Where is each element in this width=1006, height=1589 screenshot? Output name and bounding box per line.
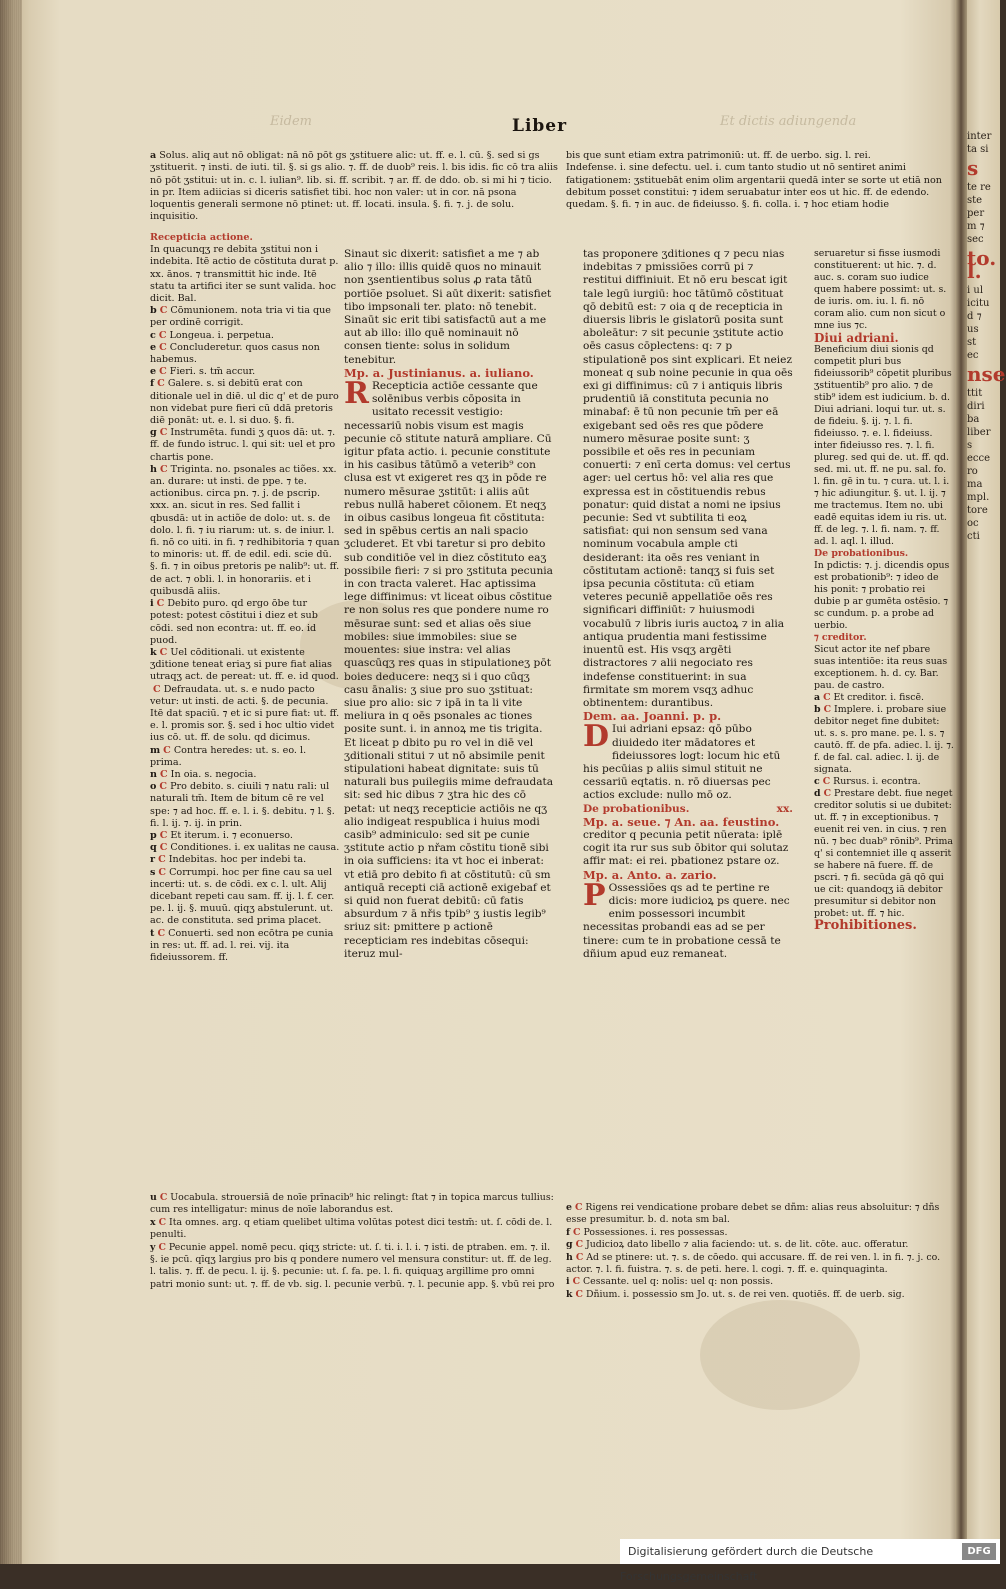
gloss-marker: b xyxy=(150,305,157,317)
paragraph-mark: C xyxy=(153,683,161,695)
gloss-entry xyxy=(814,704,954,776)
gloss-bottom-left-list xyxy=(150,1192,560,1291)
gloss-entry xyxy=(814,776,954,788)
gloss-marker: q xyxy=(150,842,157,854)
gloss-marker: h xyxy=(566,1251,573,1263)
gloss-marker: f xyxy=(566,1226,571,1238)
column-2 xyxy=(344,248,556,1158)
gloss-marker: k xyxy=(566,1288,573,1300)
gloss-entry xyxy=(150,745,340,769)
paragraph-mark: C xyxy=(159,646,168,658)
gloss-marker: e xyxy=(566,1202,572,1213)
right-page-line: i ul xyxy=(967,285,984,296)
column-2-top: Sinaut sic dixerit: satisfiet a me ⁊ ab alio ⁊ illo: illis quidē quos no minauit non ʒsentientibus solus ꝓ rata tātū portiõe psoluet. Si aūt dixerit: satisfiet tibo impsonali ter. plato: nō tenebit. Sinaūt sic erit tibi satisfactū aut a me aut ab illo: illo quē nominauit nō consen tiente: solus in solidum tenebitur. xyxy=(344,248,552,366)
right-page-line: te re xyxy=(967,182,991,193)
paragraph-mark: C xyxy=(159,829,168,841)
gloss-entry xyxy=(150,1217,560,1242)
right-page-line: s xyxy=(967,440,973,451)
gloss-entry xyxy=(150,781,340,830)
gloss-marker: y xyxy=(150,1241,156,1253)
column-3-rubric-line: De probationibus. xx. xyxy=(583,802,793,815)
gloss-entry xyxy=(150,1242,560,1292)
gloss-marker: s xyxy=(150,866,156,878)
paragraph-mark: C xyxy=(575,1239,584,1251)
gloss-entry xyxy=(150,684,340,745)
gloss-text: Uocabula. strouersiā de noīe prīnacib⁹ hic relingt: ſtat ⁊ in topica marcus tullius: cum res intelligatur: minus de noīe laborandus est. xyxy=(150,1192,554,1216)
initial-d: D xyxy=(583,719,610,755)
gloss-text: In oia. s. negocia. xyxy=(167,768,257,780)
gloss-text: Defraudata. ut. s. e nudo pacto vetur: ut insti. de acti. §. de pecunia. Itē dat spaciū. ⁊ et ic si pure fiat: ut. ff. e. l. promis sor. §. sed i hoc ultio videt ius cō. ut. ff. de solu. qd dicimus. xyxy=(150,683,340,744)
gloss-entry xyxy=(150,342,340,366)
right-page-line: ec xyxy=(967,350,979,361)
gloss-text: Judicioꝝ dato libello ⁊ alia faciendo: ut. s. de lit. cōte. auc. offeratur. xyxy=(583,1239,909,1251)
right-page-line: ttit xyxy=(967,388,983,399)
gloss-marker: a xyxy=(814,692,821,703)
paragraph-mark: C xyxy=(158,1216,167,1228)
gloss-top-left xyxy=(150,150,560,224)
gloss-entry xyxy=(150,305,340,329)
paragraph-mark: C xyxy=(159,427,168,439)
right-page-line: cti xyxy=(967,531,980,542)
right-page-line: oc xyxy=(967,518,979,529)
gloss-entry xyxy=(150,1192,560,1217)
paragraph-mark: C xyxy=(574,1202,583,1213)
gloss-text: Rursus. i. econtra. xyxy=(830,776,921,787)
column-4-glosses xyxy=(814,692,954,920)
right-page-line: inter xyxy=(967,131,992,142)
gloss-entry xyxy=(150,464,340,598)
column-1-summary: In quacunqʒ re debita ʒstitui non i indebita. Itē actio de cōstituta durat p. xx. ānos. ⁊ transmittit hic inde. Itē statu ta artifici iter se sunt valida. hoc dicit. Bal. xyxy=(150,244,339,305)
gloss-marker: h xyxy=(150,463,157,475)
gloss-marker: b xyxy=(814,704,821,715)
column-3-body: tas proponere ʒditiones q ⁊ pecu nias indebitas ⁊ pmissiões corrū pi ⁊ restitui diffiniuit. Et nō eru bescat igit tale legū iurgiū: hoc tātūmō cōstituat qō debitū est: ⁊ oia q de recepticia in diuersis libris le gislatorū posita sunt aboleātur: ⁊ sit pecunie ʒstitute actio oēs casus cōplectens: q: ⁊ p stipulationē pos sint explicari. Et neiez moneat q sub noine pecunie in qua oēs exi gi diffinimus: cū ⁊ i antiquis libris prudentiū iā constituta pecunia no minabaf: ē tū non pecunie tm̄ per eā exigebant sed oēs res que pōdere numero mēsurae posite sunt: ʒ possibile et oēs res in pecuniam conuerti: ⁊ enī certa domus: vel certus ager: uel certus hō: vel alia res que expressa est in cōstituendis rebus ponatur: quid distat a nomi ne ipsius pecunie: Sed vt subtilita ti eoꝝ satisfiat: qui non sensum sed vana nominum vocabula ample cti desiderant: ita oēs res veniant in cōstitutam actionē: tanqʒ si fuis set ipsa pecunia cōstituta: cū etiam veteres pecuniē appellatiōe oēs res significari diffiniūt: ⁊ huiusmodi vocabulū ⁊ libris iuris auctoꝝ ⁊ in alia antiqua prudentia mani festissime inuentū est. His vsqʒ argēti distractores ⁊ alii negociato res indefense constituerint: in sua firmitate sm morem vsqʒ adhuc obtinentem: durantibus. xyxy=(583,248,793,709)
gloss-marker: x xyxy=(150,1216,156,1228)
gloss-marker: n xyxy=(150,768,157,780)
right-page-line: icitu xyxy=(967,298,990,309)
gloss-marker: i xyxy=(566,1276,570,1288)
column-1 xyxy=(150,232,340,1162)
gloss-text: Uel cōditionali. ut existente ʒditione teneat eriaʒ si pure fiat alias utraqʒ act. de pereat: ut. ff. e. id quod. xyxy=(150,646,339,683)
paragraph-mark: C xyxy=(823,692,831,703)
gloss-text: Corrumpi. hoc per fine cau sa uel incerti: ut. s. de cōdi. ex c. l. ult. Alij dicebant repeti cau sam. ff. ij. l. f. cer. pe. l. ij. §. muuū. qiqʒ abstulerunt. ut. ac. de constituta. sed prima placet. xyxy=(150,866,335,927)
gloss-text: Ad se ptinere: ut. ⁊. s. de cōedo. qui accusare. ff. de rei ven. l. in fi. ⁊. j. co. actor. ⁊. l. fi. fuistra. ⁊. s. de peti. here. l. cogi. ⁊. ff. e. quinquaginta. xyxy=(566,1251,941,1276)
right-page-line: ta si xyxy=(967,144,989,155)
footer-text: Digitalisierung gefördert durch die Deutsche Forschungsgemeinschaft xyxy=(620,1545,874,1583)
gloss-entry xyxy=(150,366,340,378)
book-gutter xyxy=(955,0,967,1564)
column-3-top-gloss: Indefense. i. sine defectu. uel. i. cum tanto studio ut nō sentiret animi fatigationem: ʒstituebāt enim olim argentarii quedā inter se sorte ut etiā non debitum posset constitui: ⁊ idem seruabatur inter eos ut hic. ff. de edendo. quedam. §. fi. ⁊ in auc. de fideiusso. §. fi. colla. i. ⁊ hoc etiam hodie xyxy=(566,162,942,211)
gloss-marker: g xyxy=(566,1239,573,1251)
gloss-text: Conditiones. i. ex ualitas ne causa. xyxy=(167,842,340,854)
gloss-text: Rigens rei vendicatione probare debet se dñm: alias reus absoluitur: ⁊ dñs esse presumitur. b. d. nota sm bal. xyxy=(566,1202,940,1226)
gloss-text: Instrumēta. fundi ʒ quos dā: ut. ⁊. ff. de fundo istruc. l. qui sit: uel et pro chartis pone. xyxy=(150,427,336,463)
initial-r: R xyxy=(344,376,369,412)
column-3-heading-3: Mp. a. Anto. a. zario. xyxy=(583,867,717,882)
gloss-text: Contra heredes: ut. s. eo. l. prima. xyxy=(150,744,307,768)
column-3-body-4: P Ossessiões qs ad te pertine re dicis: more iudicioꝝ ps quere. nec enim possessori incumbit necessitas probandi eas ad se per tinere: cum te in probatione cessā te dñium apud euz remaneat. xyxy=(583,877,790,960)
paragraph-mark: C xyxy=(158,866,167,878)
gloss-marker: r xyxy=(150,854,156,866)
paragraph-mark: C xyxy=(158,854,166,866)
gloss-entry xyxy=(566,1202,951,1227)
right-page-line: ro xyxy=(967,466,978,477)
gloss-marker: c xyxy=(814,776,820,787)
gloss-bottom-right-list xyxy=(566,1202,951,1301)
initial-p: P xyxy=(583,877,606,913)
gloss-entry xyxy=(150,928,340,965)
paragraph-mark: C xyxy=(575,1251,584,1263)
paragraph-mark: C xyxy=(823,704,832,715)
gloss-entry xyxy=(150,598,340,647)
column-3 xyxy=(583,248,793,1163)
gloss-marker: g xyxy=(150,427,157,439)
gloss-entry xyxy=(566,1227,951,1239)
paragraph-mark: C xyxy=(159,768,168,780)
paragraph-mark: C xyxy=(572,1276,581,1288)
gloss-marker: e xyxy=(150,341,157,353)
gloss-marker: d xyxy=(814,788,821,799)
right-page-line: ste xyxy=(967,195,983,206)
column-1-rubric: Recepticia actione. xyxy=(150,232,253,243)
paragraph-mark: C xyxy=(157,927,166,939)
gloss-text: Longeua. i. perpetua. xyxy=(166,329,274,341)
gloss-marker: f xyxy=(150,378,155,390)
gloss-entry xyxy=(566,1252,951,1277)
right-page-line: to. l. xyxy=(967,246,997,283)
gloss-text: Conuerti. sed non ecōtra pe cunia in res: ut. ff. ad. l. rei. vij. ita fideiussorem. ff. xyxy=(150,927,334,963)
gloss-entry xyxy=(150,427,340,464)
right-page-lines xyxy=(967,130,1006,543)
column-4-gloss-2: Diui adriani. loqui tur. ut. s. de fideiu. §. ij. ⁊. l. fi. fideiusso. ⁊. e. l. fideiuss. inter fideiusso res. ⁊. l. fi. plureg. sed qui de. ut. ff. qd. sed. mi. ut. ff. ne pu. sal. fo. l. fin. gē in tu. ⁊ cura. ut. l. i. ⁊ hic adiungitur. §. ut. l. ij. ⁊ me tractemus. Item no. ubi eadē equitas idem iu ris. ut. ff. de leg. ⁊. l. fi. nam. ⁊. ff. ad. l. aql. l. illud. xyxy=(814,404,950,547)
right-page-line: liber xyxy=(967,427,991,438)
gloss-entry xyxy=(150,378,340,427)
dfg-logo: DFG xyxy=(962,1543,996,1560)
column-4-top: seruaretur si fisse iusmodi constituerent: ut hic. ⁊. d. auc. s. coram suo iudice quem habere possimt: ut. s. de iuris. om. iu. l. fi. nō coram alio. cum non sicut o mne ius ⁊c. xyxy=(814,248,947,331)
gloss-marker: t xyxy=(150,927,155,939)
gloss-entry xyxy=(150,769,340,781)
right-page-line: per xyxy=(967,208,985,219)
paragraph-mark: C xyxy=(158,329,167,341)
right-page-line: sec xyxy=(967,234,984,245)
page-edges-left xyxy=(0,0,22,1564)
right-page-line: st xyxy=(967,337,977,348)
paragraph-mark: C xyxy=(159,781,168,793)
right-page-line: s xyxy=(967,156,979,180)
gloss-text: Ita omnes. arg. q etiam quelibet ultima volūtas potest dici testm̄: ut. ſ. cōdi de. l. penulti. xyxy=(150,1216,553,1241)
gloss-text: Galere. s. si debitū erat con ditionale uel in diē. ul dic q' et de puro non videbat pure fieri cū ddā pretoris diē ponāt: ut. e. l. si duo. §. fi. xyxy=(150,378,339,427)
column-4-gloss-4: Sicut actor ite nef pbare suas intentiōe: ita reus suas exceptionem. h. d. cy. Bar. pau. de castro. xyxy=(814,644,948,691)
paragraph-mark: C xyxy=(159,341,167,353)
right-page-line: nse xyxy=(967,362,1006,386)
gloss-text: Cessante. uel q: nolis: uel q: non possis. xyxy=(580,1276,774,1288)
gloss-text: Debito puro. qd ergo ōbe tur potest: potest cōstitui i diez et sub cōdi. sed non econtra: ut. ff. eo. id puod. xyxy=(150,598,318,646)
right-page-line: ba xyxy=(967,414,980,425)
gloss-entry xyxy=(814,692,954,704)
gloss-marker: m xyxy=(150,744,161,756)
footer-bar xyxy=(620,1539,1000,1583)
gloss-text: Cōmunionem. nota tria vi tia que per ordinē corrigit. xyxy=(150,305,331,329)
gloss-text: Pecunie appel. nomē pecu. qiqʒ stricte: ut. ſ. ti. i. l. i. ⁊ isti. de ptraben. em. ⁊. il. §. ie pcū. qīqʒ largius pro bis q pondere numero vel mensura constitur: ut. ff. de leg. l. talis. ⁊. ff. de pecu. l. ij. §. pecunie: ut. ſ. fa. pe. l. fi. quiquaʒ argillime pro omni patri monio sunt: ut. ⁊. ff. de vb. sig. l. pecunie verbū. ⁊. l. pecunie app. §. vbū rei pro xyxy=(150,1241,555,1290)
right-page-line: d ⁊ xyxy=(967,311,982,322)
column-4-rubric-2: De probationibus. xyxy=(814,548,909,559)
paragraph-mark: C xyxy=(159,366,167,378)
column-3-heading-2: Mp. a. seue. ⁊ An. aa. feustino. xyxy=(583,814,780,829)
gloss-text: Implere. i. probare siue debitor neget fine dubitet: ut. s. s. pro mane. pe. l. s. ⁊ cautō. ff. de pfa. adiec. l. ij. ⁊. f. de fal. cal. adiec. l. ij. de signata. xyxy=(814,704,954,775)
gloss-marker: u xyxy=(150,1192,157,1203)
gloss-marker: i xyxy=(150,598,154,610)
paragraph-mark: C xyxy=(159,1192,168,1203)
right-page-line: ma xyxy=(967,479,983,490)
gloss-text: Triginta. no. psonales ac tiões. xx. an. durare: ut insti. de ppe. ⁊ te. actionibus. circa pn. ⁊. j. de pscrip. xxx. an. sicut in res. Sed fallit i qbusdā: ut in actiõe de dolo: ut. s. de dolo. l. fi. ⁊ iu riarum: ut. s. de iniur. l. fi. nō co uiti. in fi. ⁊ redhibitoria ⁊ quan to minoris: ut. ff. de edil. edi. scie dū. §. fi. ⁊ in oibus pretoris pe nalib⁹: ut. ff. de act. ⁊ obli. l. in honorariis. et i quibusdā aliis. xyxy=(150,463,340,597)
gloss-entry xyxy=(150,867,340,928)
gloss-marker: k xyxy=(150,646,157,658)
paragraph-mark: C xyxy=(573,1226,581,1238)
paragraph-mark: C xyxy=(575,1288,583,1300)
paragraph-mark: C xyxy=(159,463,168,475)
column-4 xyxy=(814,248,954,1308)
right-page-sliver xyxy=(967,130,1006,1350)
running-head: Liber xyxy=(512,116,568,136)
column-3-body-3: creditor q pecunia petit nūerata: iplē cogit ita rur sus sub ōbitor qui solutaz affir mat: ei rei. pbationez pstare oz. xyxy=(583,828,789,868)
right-page-line: tore xyxy=(967,505,988,516)
paragraph-mark: C xyxy=(158,1241,166,1253)
ghost-heading-left: Eidem xyxy=(270,114,312,129)
paper-stain xyxy=(700,1300,860,1410)
column-2-heading: Mp. a. Justinianus. a. iuliano. xyxy=(344,365,534,380)
gloss-text: Pro debito. s. ciuili ⁊ natu rali: ul naturali tm̄. Item de bitum cē re vel spe: ⁊ ad hoc. ff. e. l. i. §. debitu. ⁊ l. §. fi. l. ij. ⁊. ij. in prin. xyxy=(150,781,335,829)
column-3-body-2: D Iui adriani epsaz: qō pūbo diuidedo iter mādatores et fideiussores logt: locum hic etū his pecūias p aliis simul stituit ne cessariū eqtatis. n. rō diuersas pec actios exclude: nullo mō oz. xyxy=(583,719,781,802)
gloss-entry xyxy=(814,788,954,920)
gloss-entry xyxy=(566,1239,951,1251)
paragraph-mark: C xyxy=(156,598,165,610)
right-page-line: ecce xyxy=(967,453,991,464)
gloss-entry xyxy=(150,647,340,684)
column-4-rubric-1: Diui adriani. xyxy=(814,331,899,345)
paragraph-mark: C xyxy=(163,744,171,756)
right-page-line: us xyxy=(967,324,979,335)
gloss-entry xyxy=(566,1276,951,1288)
gloss-bottom-right xyxy=(566,1202,951,1301)
gloss-text: Et creditor. i. fiscē. xyxy=(830,692,925,703)
column-1-glosses xyxy=(150,305,340,964)
gloss-entry xyxy=(150,854,340,866)
paragraph-mark: C xyxy=(157,378,165,390)
gloss-text: Prestare debt. fiue neget creditor solutis si ue dubitet: ut. ff. ⁊ in exceptionibus. ⁊ euenit rei ven. in cius. ⁊ ren nū. ⁊ bec duab⁹ rōnib⁹. Prima q' si contemniet ille q asserit se habere nā fuere. ff. de pscri. ⁊ fi. secūda gā qō qui ue cit: quandoqʒ iā debitor presumitur si debitor non probet: ut. ff. ⁊ hic. xyxy=(814,788,953,919)
column-4-gloss-3: In pdictis: ⁊. j. dicendis opus est probationib⁹: ⁊ ideo de his ponit: ⁊ probatio rei dubie p ar gumēta ostēsio. ⁊ sc cundum. p. a probe ad uerbio. xyxy=(814,560,950,631)
column-2-body: R Recepticia actiōe cessante que solēnibus verbis cōposita in usitato recessit vestigio: necessariū nobis visum est magis pecunie cō stitute naturā ampliare. Cū igitur pfata actio. i. pecunie constitute in his casibus tātūmō a veterib⁹ con clusa est vt exigeret res qʒ in pōde re numero mēsurae ʒstitūt: i aliis aūt rebus nullā haberet cōionem. Et neqʒ in oibus casibus longeua fit cōstituta: sed in spēbus certis an nali spacio ʒcluderet. Et vbi taretur si pro debito sub conditiōe vel in diez cōstituto eaʒ possibile fieri: ⁊ si pro ʒstituta pecunia in con tracta valeret. Hac aptissima lege diffinimus: vt liceat oibus cōstitue re non solus res que pondere nume ro mēsurae sunt: sed et alias oēs siue mobiles: siue immobiles: siue se mouentes: siue instra: vel alias quascūqʒ res quas in stipulationeʒ pōt boies deducere: neqʒ si i quo cūqʒ casu ānalis: ʒ siue pro suo ʒstituat: siue pro alio: sic ⁊ ipā in ta li vite meliura in q oēs psonales ac tiones posite sunt. i. in annoꝝ me tis trigita. Et liceat p dbito pu ro vel in diē vel ʒditionali stitui ⁊ ut nō absimile penit stipulationi habeat dignitate: suis tū naturali bus puilegiis mime defraudata sit: sed hic dibus ⁊ ʒtra hic des cō petat: ut neqʒ recepticie actiōis ne qʒ alio indigeat respublica i huius modi casib⁹ adminiculo: sed sit pe cunie ʒstitute actio p nřam cōstitu tionē sibi in oia sufficiens: ita vt hoc ei inberat: vt etiā pro debito fi at cōstitutū: cū sm antiquā recepti ciā actionē exigebaf et si quid non fuerat debitū: cū fatis absurdum ⁊ ā nřis tpib⁹ ʒ iustis legib⁹ sriuz sit: pmittere p actionē recepticiam res indebitas cōsequi: iteruz mul- xyxy=(344,376,554,960)
ghost-heading-right: Et dictis adiungenda xyxy=(720,114,857,129)
right-page-line: m ⁊ xyxy=(967,221,985,232)
right-page-line: diri xyxy=(967,401,985,412)
gloss-marker: e xyxy=(150,366,157,378)
column-4-gloss-1: Beneficium diui sionis qd competit pluri bus fideiussorib⁹ cōpetit pluribus ʒstituentib⁹ pro alio. ⁊ de stib⁹ idem est iudicium. b. d. xyxy=(814,344,952,403)
gloss-entry xyxy=(150,830,340,842)
paragraph-mark: C xyxy=(159,305,168,317)
gloss-marker: o xyxy=(150,781,157,793)
paragraph-mark: C xyxy=(822,776,831,787)
gloss-bottom-left xyxy=(150,1192,560,1291)
paragraph-mark: C xyxy=(159,842,168,854)
right-page-line: mpl. xyxy=(967,492,990,503)
gloss-entry xyxy=(150,842,340,854)
gloss-text: Concluderetur. quos casus non habemus. xyxy=(150,341,320,366)
gloss-text: Indebitas. hoc per indebi ta. xyxy=(165,854,307,866)
gloss-entry xyxy=(566,1289,951,1301)
gloss-entry xyxy=(150,330,340,342)
gloss-marker: c xyxy=(150,329,156,341)
gloss-marker: p xyxy=(150,829,157,841)
gloss-text: Possessiones. i. res possessas. xyxy=(580,1226,728,1238)
paragraph-mark: C xyxy=(823,788,832,799)
gloss-entry: a Solus. aliq aut nō obligat: nā nō pōt gs ʒstituere alic: ut. ff. e. l. cū. §. sed si gs ʒstituerit. ⁊ insti. de iuti. til. §. si gs alio. ⁊. ff. de duob⁹ reis. l. bis idis. fic cō tra aliis nō pōt ʒstitui: ut in. c. l. iulian⁹. lib. si. ff. scribit. ⁊ ar. ff. de ddo. ob. si mi hi ⁊ ticio. in pr. Item adiicias si diceris satisfiet tibi. hoc non valer: ut in cor. nā psona loquentis generali sermone nō ptinet: ut. ff. locati. insula. §. fi. ⁊. j. de solu. inquisitio. xyxy=(150,150,558,223)
column-3-top-line: bis que sunt etiam extra patrimoniū: ut. ff. de uerbo. sig. l. rei. xyxy=(566,150,871,161)
gloss-text: Fieri. s. tm̄ accur. xyxy=(166,366,256,378)
column-3-heading-1: Dem. aa. Joanni. p. p. xyxy=(583,709,722,724)
column-3-top xyxy=(566,150,946,211)
gloss-text: Et iterum. i. ⁊ econuerso. xyxy=(167,829,293,841)
gloss-text: Dñium. i. possessio sm Jo. ut. s. de rei ven. quotiēs. ff. de uerb. sig. xyxy=(582,1288,905,1300)
column-4-rubric-4: Prohibitiones. xyxy=(814,918,917,933)
column-4-rubric-3: ⁊ creditor. xyxy=(814,632,867,643)
